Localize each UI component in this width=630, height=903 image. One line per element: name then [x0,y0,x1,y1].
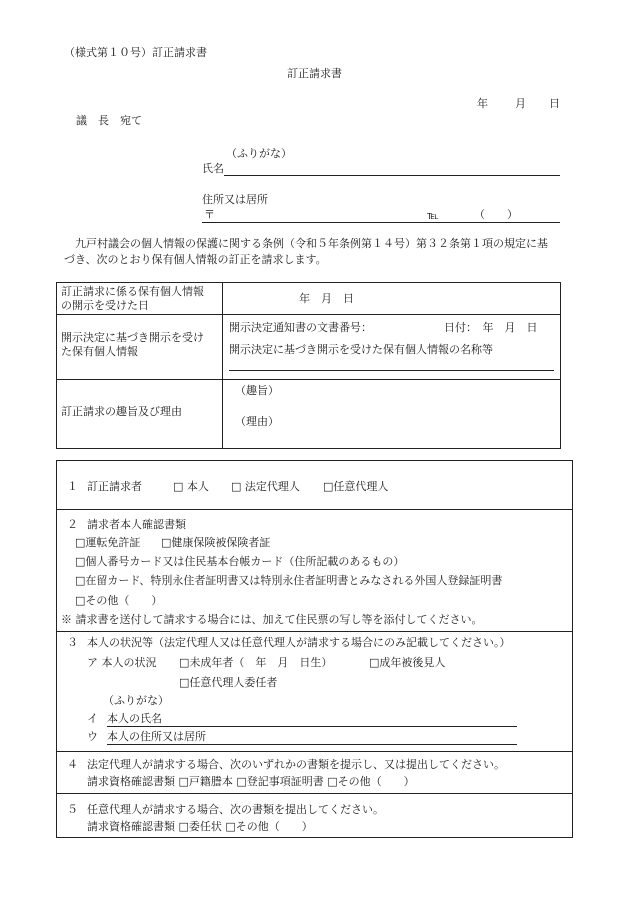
section-number: ５ [67,803,78,816]
note-text: ※ 請求書を送付して請求する場合には、加えて住民票の写し等を添付してください。 [61,613,483,626]
table-row-label: 訂正請求の趣旨及び理由 [57,380,223,449]
principal-address-field[interactable] [107,744,517,745]
section-label: 任意代理人が請求する場合、次の書類を提出してください。 [87,803,384,816]
section-number: ３ [67,636,78,649]
option-my-number-card[interactable]: □個人番号カード又は住民基本台帳カード（住所記載のあるもの） [75,555,405,568]
section-number: ２ [67,518,78,531]
section-label: 本人の状況等（法定代理人又は任意代理人が請求する場合にのみ記載してください。） [87,636,511,649]
section-number: １ [67,480,78,493]
name-label: 氏名 [202,162,224,175]
furigana-label: （ふりがな） [226,147,292,160]
principal-name-field[interactable] [107,726,517,727]
info-name-label: 開示決定に基づき開示を受けた保有個人情報の名称等 [229,343,493,356]
date-day-label: 日 [549,97,560,110]
legal-agent-doc-options[interactable]: 請求資格確認書類 □戸籍謄本 □登記事項証明書 □その他（ ） [87,775,415,788]
voluntary-agent-doc-options[interactable]: 請求資格確認書類 □委任状 □その他（ ） [87,820,313,833]
name-field[interactable] [224,175,560,176]
tel-label: ℡ [427,209,439,222]
form-number: （様式第１０号）訂正請求書 [64,46,207,59]
doc-date-label: 日付： 年 月 日 [444,321,538,334]
doc-number-label: 開示決定通知書の文書番号： [229,321,372,334]
option-adult-ward[interactable]: □成年被後見人 [369,656,446,669]
principal-name-label: 本人の氏名 [107,712,162,725]
requester-sections [56,460,573,838]
address-label: 住所又は居所 [202,193,268,206]
addressee: 議 長 宛て [76,114,142,127]
section-requester [57,461,573,509]
principal-address-label: 本人の住所又は居所 [107,730,206,743]
item-label: イ [87,712,98,725]
section-voluntary-agent-docs [57,793,573,838]
info-name-field[interactable] [229,370,554,371]
intro-text-line1: 九戸村議会の個人情報の保護に関する条例（令和５年条例第１４号）第３２条第１項の規定に基 [64,237,548,250]
option-legal-agent[interactable]: □ 法定代理人 [231,480,300,493]
purpose-reason-cell[interactable] [223,380,561,449]
section-label: 請求者本人確認書類 [87,518,186,531]
status-label: ア 本人の状況 [87,656,157,669]
option-voluntary-principal[interactable]: □任意代理人委任者 [179,676,278,689]
reason-label: （理由） [235,415,279,428]
disclosed-info-cell[interactable] [223,315,561,380]
option-self[interactable]: □ 本人 [173,480,209,493]
option-minor[interactable]: □未成年者（ 年 月 日生） [179,656,333,669]
furigana-label: （ふりがな） [103,694,169,707]
date-month-label: 月 [515,97,526,110]
section-label: 訂正請求者 [87,480,142,493]
purpose-label: （趣旨） [235,384,279,397]
disclosure-date: 年 月 日 [299,292,354,305]
date-year-label: 年 [477,97,488,110]
tel-parens: （ ） [474,208,518,221]
table-row-label: 訂正請求に係る保有個人情報 の開示を受けた日 [57,283,223,315]
option-residence-card[interactable]: □在留カード、特別永住者証明書又は特別永住者証明書とみなされる外国人登録証明書 [75,574,503,587]
section-number: ４ [67,758,78,771]
item-label: ウ [87,730,98,743]
option-other[interactable]: □その他（ ） [75,594,163,607]
section-id-documents [57,509,573,632]
intro-text-line2: づき、次のとおり保有個人情報の訂正を請求します。 [64,253,327,266]
section-legal-agent-docs [57,751,573,794]
section-person-status [57,631,573,752]
section-label: 法定代理人が請求する場合、次のいずれかの書類を提示し、又は提出してください。 [87,758,505,771]
option-voluntary-agent[interactable]: □任意代理人 [323,480,389,493]
option-health-insurance[interactable]: □健康保険被保険者証 [161,536,271,549]
disclosure-date-cell[interactable] [223,283,561,315]
page-title: 訂正請求書 [287,67,342,80]
postal-mark: 〒 [204,208,215,221]
option-drivers-license[interactable]: □運転免許証 [75,536,141,549]
request-table [56,282,561,449]
table-row-label: 開示決定に基づき開示を受け た保有個人情報 [57,315,223,380]
